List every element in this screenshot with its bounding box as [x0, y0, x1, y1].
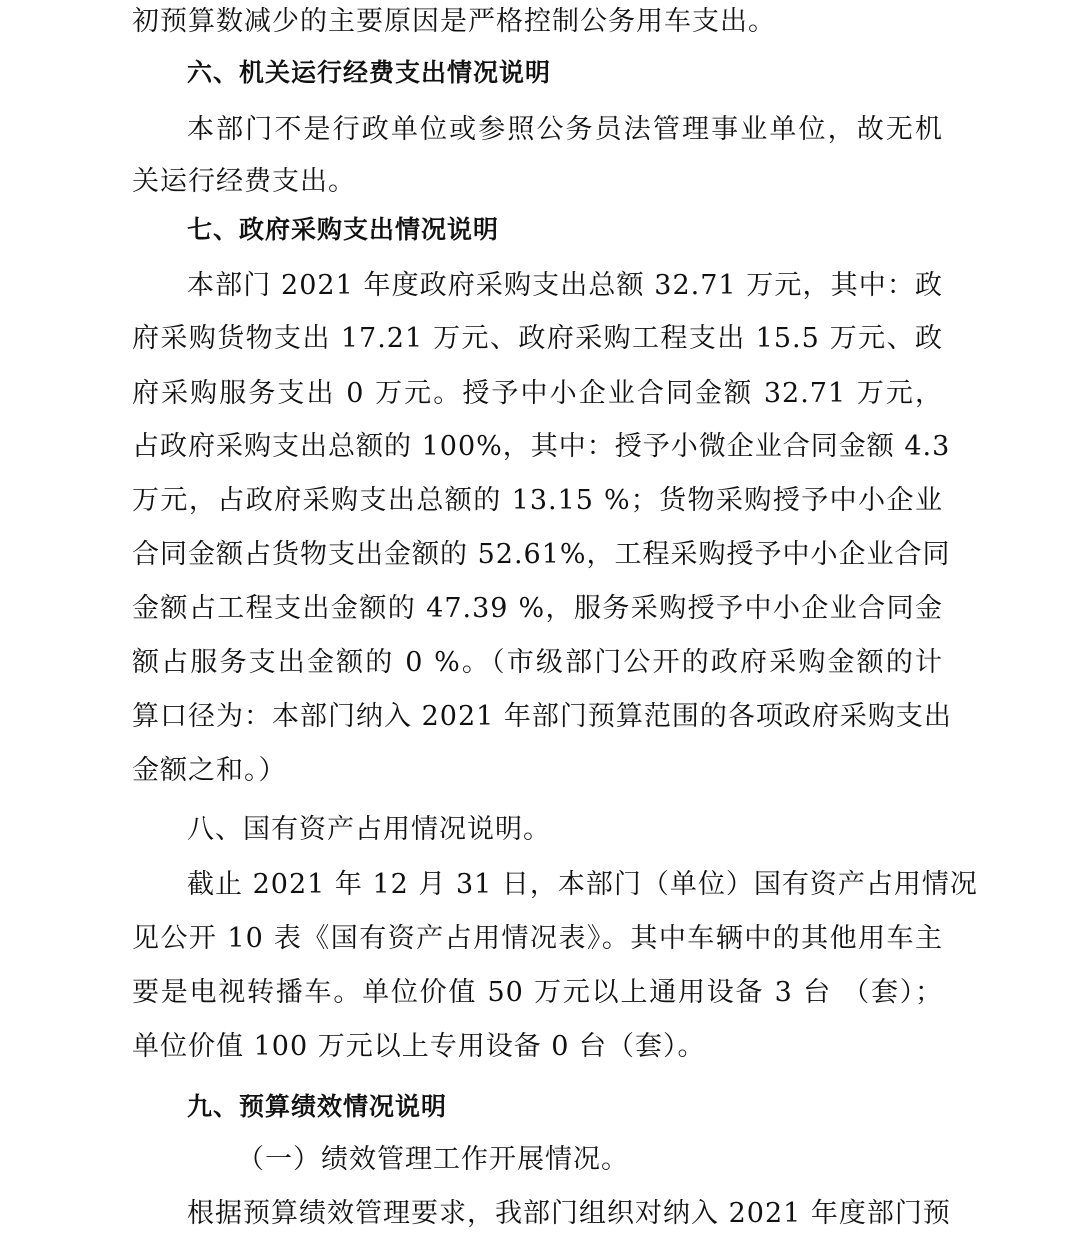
paragraph-line: 见公开 10 表《国有资产占用情况表》。其中车辆中的其他用车主	[132, 923, 943, 954]
section-heading-8: 八、国有资产占用情况说明。	[187, 814, 551, 845]
paragraph-line: 单位价值 100 万元以上专用设备 0 台（套）。	[132, 1031, 706, 1062]
paragraph-line: 合同金额占货物支出金额的 52.61%，工程采购授予中小企业合同	[132, 539, 951, 570]
paragraph-line: 算口径为：本部门纳入 2021 年部门预算范围的各项政府采购支出	[132, 701, 952, 732]
section-heading-7: 七、政府采购支出情况说明	[187, 215, 500, 244]
paragraph-line: 额占服务支出金额的 0 %。（市级部门公开的政府采购金额的计	[132, 647, 943, 678]
paragraph-line: 要是电视转播车。单位价值 50 万元以上通用设备 3 台 （套）；	[132, 977, 943, 1008]
paragraph-line: 府采购服务支出 0 万元。授予中小企业合同金额 32.71 万元，	[132, 378, 943, 409]
paragraph-line: 府采购货物支出 17.21 万元、政府采购工程支出 15.5 万元、政	[132, 323, 943, 354]
paragraph-line: 本部门不是行政单位或参照公务员法管理事业单位，故无机	[187, 114, 943, 145]
paragraph-line: 关运行经费支出。	[132, 166, 356, 197]
subsection-heading-1: （一）绩效管理工作开展情况。	[237, 1144, 629, 1175]
paragraph-line: 万元，占政府采购支出总额的 13.15 %；货物采购授予中小企业	[132, 485, 943, 516]
section-heading-6: 六、机关运行经费支出情况说明	[187, 58, 552, 87]
paragraph-line: 金额占工程支出金额的 47.39 %，服务采购授予中小企业合同金	[132, 593, 943, 624]
paragraph-line: 截止 2021 年 12 月 31 日，本部门（单位）国有资产占用情况	[187, 869, 978, 900]
section-heading-9: 九、预算绩效情况说明	[187, 1092, 448, 1121]
paragraph-line: 本部门 2021 年度政府采购支出总额 32.71 万元，其中：政	[187, 270, 943, 301]
paragraph-line: 根据预算绩效管理要求，我部门组织对纳入 2021 年度部门预	[187, 1198, 951, 1229]
paragraph-line: 占政府采购支出总额的 100%，其中：授予小微企业合同金额 4.3	[132, 431, 951, 462]
paragraph-line: 初预算数减少的主要原因是严格控制公务用车支出。	[132, 6, 776, 37]
paragraph-line: 金额之和。）	[132, 755, 287, 786]
